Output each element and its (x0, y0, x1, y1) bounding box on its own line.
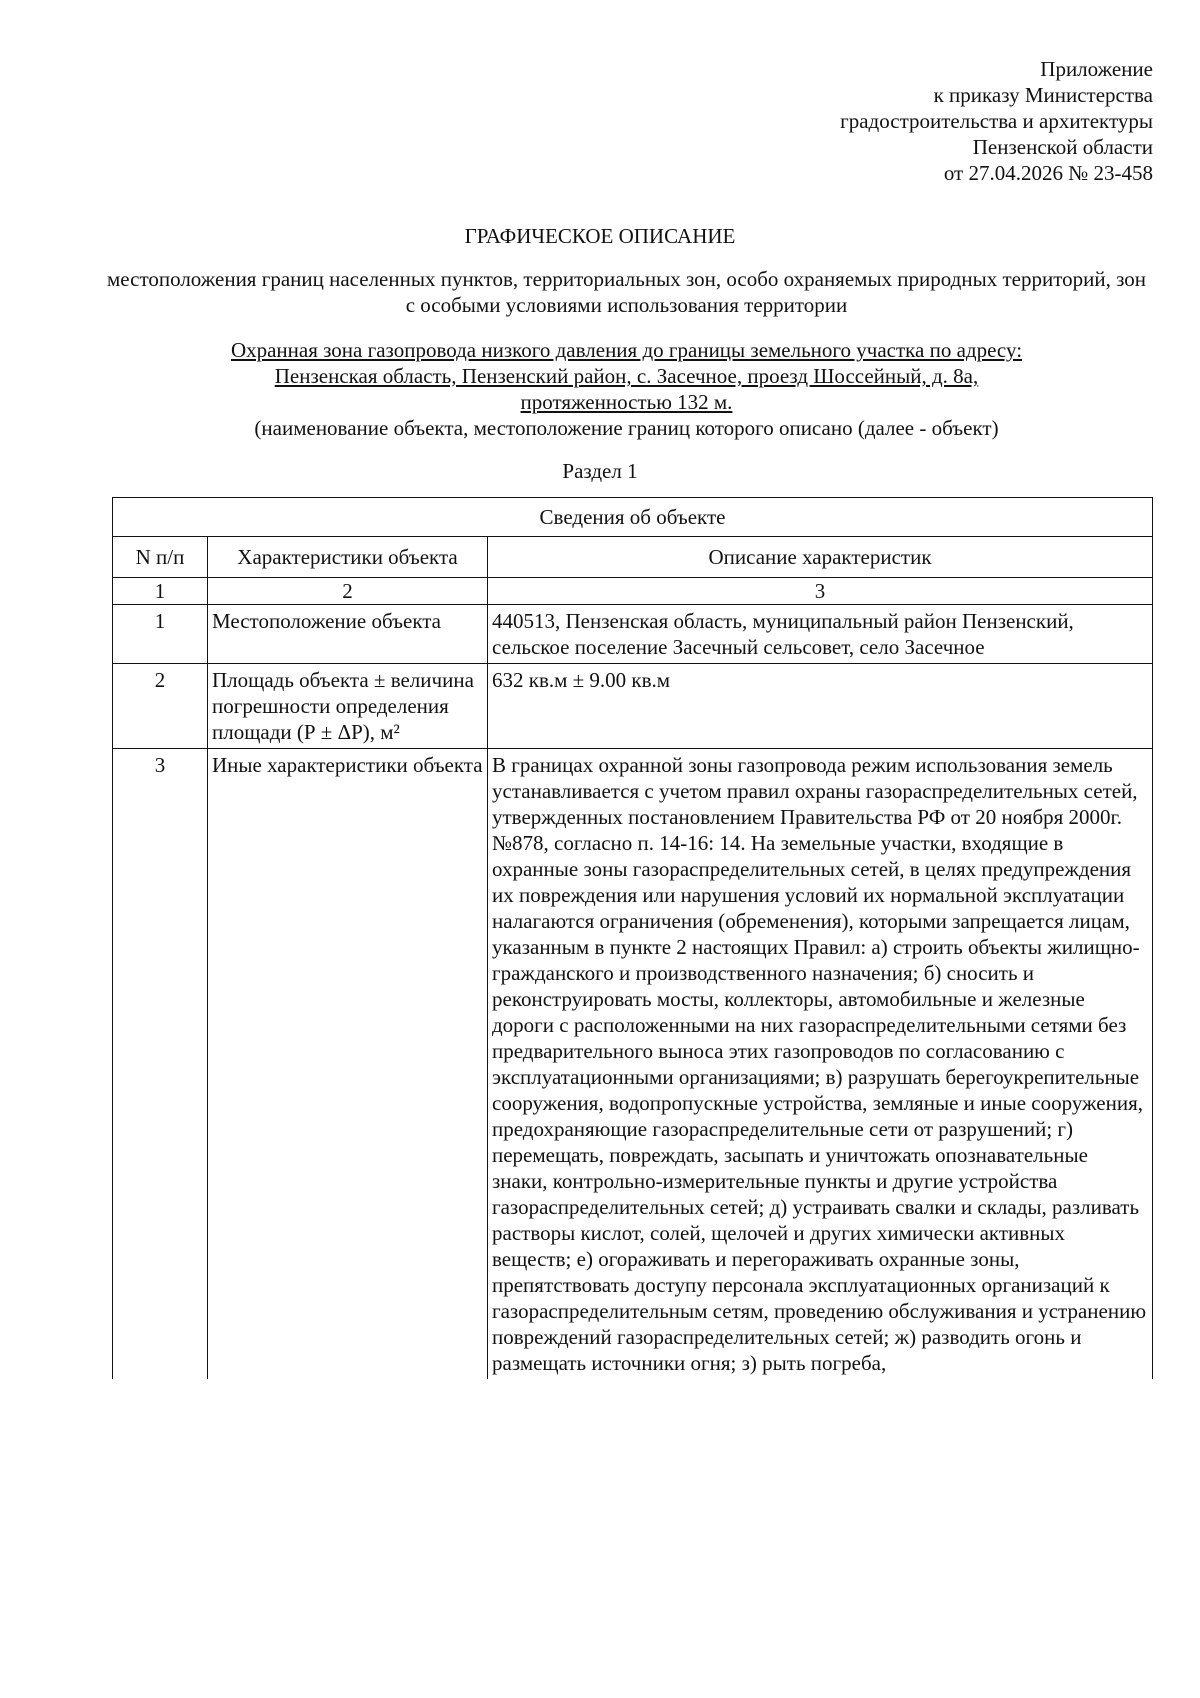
column-number: 3 (488, 578, 1153, 605)
object-name-line: Пензенская область, Пензенский район, с. Засечное, проезд Шоссейный, д. 8а, (274, 364, 979, 388)
row-characteristic: Площадь объекта ± величина погрешности определения площади (Р ± ΔР), м² (208, 664, 488, 749)
row-description: 632 кв.м ± 9.00 кв.м (488, 664, 1153, 749)
column-number: 2 (208, 578, 488, 605)
table-row (113, 605, 1153, 664)
object-name-line: протяженностью 132 м. (520, 390, 733, 414)
appendix-line: Приложение (1040, 57, 1153, 81)
row-number: 2 (113, 664, 208, 749)
document-subtitle: местоположения границ населенных пунктов, территориальных зон, особо охраняемых природных территорий, зон с особыми условиями использования территории (107, 267, 1146, 317)
appendix-order-date: от 27.04.2026 № 23-458 (943, 161, 1153, 185)
table-row (113, 664, 1153, 749)
table-row (113, 749, 1153, 1380)
object-info-table (112, 497, 1153, 1379)
row-characteristic: Местоположение объекта (208, 605, 488, 664)
object-name-line: Охранная зона газопровода низкого давления до границы земельного участка по адресу: (230, 338, 1023, 362)
document-title: ГРАФИЧЕСКОЕ ОПИСАНИЕ (464, 224, 736, 248)
column-number: 1 (113, 578, 208, 605)
appendix-line: градостроительства и архитектуры (840, 109, 1153, 133)
row-number: 3 (113, 749, 208, 1380)
row-number: 1 (113, 605, 208, 664)
column-header-description: Описание характеристик (488, 537, 1153, 578)
appendix-line: к приказу Министерства (933, 83, 1153, 107)
object-name-caption: (наименование объекта, местоположение границ которого описано (далее - объект) (254, 416, 999, 440)
table-caption: Сведения об объекте (113, 498, 1153, 537)
row-description: В границах охранной зоны газопровода режим использования земель устанавливается с учетом правил охраны газораспределительных сетей, утвержденных постановлением Правительства РФ от 20 ноября 2000г. №878, согласно п. 14-16: 14. На земельные участки, входящие в охранные зоны газораспределительных сетей, в целях предупреждения их повреждения или нарушения условий их нормальной эксплуатации налагаются ограничения (обременения), которыми запрещается лицам, указанным в пункте 2 настоящих Правил: а) строить объекты жилищно-гражданского и производственного назначения; б) сносить и реконструировать мосты, коллекторы, автомобильные и железные дороги с расположенными на них газораспределительными сетями без предварительного выноса этих газопроводов по согласованию с эксплуатационными организациями; в) разрушать берегоукрепительные сооружения, водопропускные устройства, земляные и иные сооружения, предохраняющие газораспределительные сети от разрушений; г) перемещать, повреждать, засыпать и уничтожать опознавательные знаки, контрольно-измерительные пункты и другие устройства газораспределительных сетей; д) устраивать свалки и склады, разливать растворы кислот, солей, щелочей и других химически активных веществ; е) огораживать и перегораживать охранные зоны, препятствовать доступу персонала эксплуатационных организаций к газораспределительным сетям, проведению обслуживания и устранению повреждений газораспределительных сетей; ж) разводить огонь и размещать источники огня; з) рыть погреба, (488, 749, 1153, 1380)
appendix-line: Пензенской области (972, 135, 1153, 159)
column-header-number: N п/п (113, 537, 208, 578)
column-header-characteristic: Характеристики объекта (208, 537, 488, 578)
object-name-block (100, 337, 1153, 441)
row-characteristic: Иные характеристики объекта (208, 749, 488, 1380)
appendix-block (840, 56, 1153, 186)
row-description: 440513, Пензенская область, муниципальный район Пензенский, сельское поселение Засечный сельсовет, село Засечное (488, 605, 1153, 664)
section-title: Раздел 1 (562, 459, 638, 483)
